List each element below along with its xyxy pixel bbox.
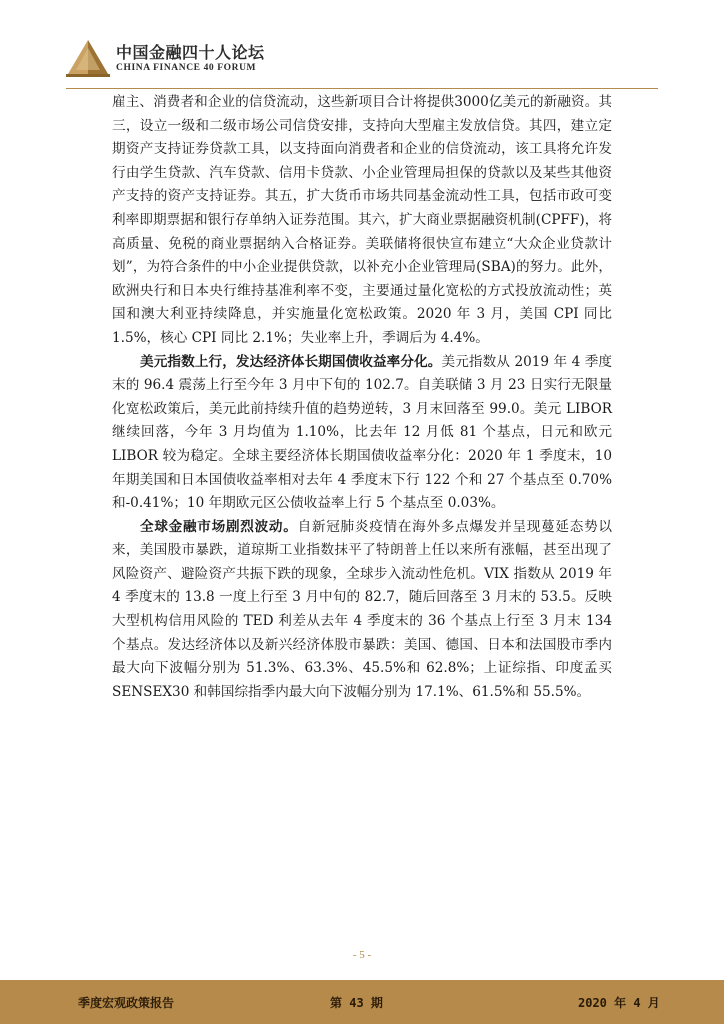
- header-divider: [66, 88, 658, 89]
- paragraph-3-lead: 全球金融市场剧烈波动。: [140, 518, 298, 535]
- logo-title-cn: 中国金融四十人论坛: [116, 43, 265, 62]
- paragraph-1: [112, 91, 612, 351]
- pyramid-logo-icon: [66, 38, 110, 78]
- footer-date: 2020 年 4 月: [578, 996, 660, 1010]
- logo-title-en: CHINA FINANCE 40 FORUM: [116, 63, 257, 73]
- paragraph-2: [112, 351, 612, 516]
- document-body: [112, 91, 612, 704]
- paragraph-2-lead: 美元指数上行，发达经济体长期国债收益率分化。: [140, 353, 442, 370]
- footer-issue: 第 43 期: [330, 996, 383, 1010]
- page-number: - 5 -: [352, 949, 372, 961]
- paragraph-3: [112, 516, 612, 705]
- page-footer: [0, 980, 724, 1024]
- paragraph-2-text: 美元指数从 2019 年 4 季度末的 96.4 震荡上行至今年 3 月中下旬的 102.7。自美联储 3 月 23 日实行无限量化宽松政策后，美元此前持续升值的趋势逆转，3 月末回落至 99.0。美元 LIBOR 继续回落，今年 3 月均值为 1.10%，比去年 12 月低 81 个基点，日元和欧元 LIBOR 较为稳定。全球主要经济体长期国债收益率分化：2020 年 1 季度末，10 年期美国和日本国债收益率相对去年 4 季度末下行 122 个和 27 个基点至 0.70%和-0.41%；10 年期欧元区公债收益率上行 5 个基点至 0.03%。: [112, 353, 612, 512]
- paragraph-1-text: 雇主、消费者和企业的信贷流动，这些新项目合计将提供3000亿美元的新融资。其三，设立一级和二级市场公司信贷安排，支持向大型雇主发放信贷。其四，建立定期资产支持证券贷款工具，以支持面向消费者和企业的信贷流动，该工具将允许发行由学生贷款、汽车贷款、信用卡贷款、小企业管理局担保的贷款以及某些其他资产支持的资产支持证券。其五，扩大货币市场共同基金流动性工具，包括市政可变利率即期票据和银行存单纳入证券范围。其六，扩大商业票据融资机制(CPFF)，将高质量、免税的商业票据纳入合格证券。美联储将很快宣布建立“大众企业贷款计划”，为符合条件的中小企业提供贷款，以补充小企业管理局(SBA)的努力。此外，欧洲央行和日本央行维持基准利率不变，主要通过量化宽松的方式投放流动性；英国和澳大利亚持续降息，并实施量化宽松政策。2020 年 3 月，美国 CPI 同比 1.5%，核心 CPI 同比 2.1%；失业率上升，季调后为 4.4%。: [112, 94, 612, 346]
- logo-text: [116, 44, 265, 74]
- footer-report-title: 季度宏观政策报告: [78, 996, 175, 1010]
- page-header: [66, 38, 666, 86]
- paragraph-3-text: 自新冠肺炎疫情在海外多点爆发并呈现蔓延态势以来，美国股市暴跌，道琼斯工业指数抹平了特朗普上任以来所有涨幅，甚至出现了风险资产、避险资产共振下跌的现象，全球步入流动性危机。VIX 指数从 2019 年 4 季度末的 13.8 一度上行至 3 月中旬的 82.7，随后回落至 3 月末的 53.5。反映大型机构信用风险的 TED 利差从去年 4 季度末的 36 个基点上行至 3 月末 134 个基点。发达经济体以及新兴经济体股市暴跌：美国、德国、日本和法国股市季内最大向下波幅分别为 51.3%、63.3%、45.5%和 62.8%；上证综指、印度孟买 SENSEX30 和韩国综指季内最大向下波幅分别为 17.1%、61.5%和 55.5%。: [112, 518, 612, 700]
